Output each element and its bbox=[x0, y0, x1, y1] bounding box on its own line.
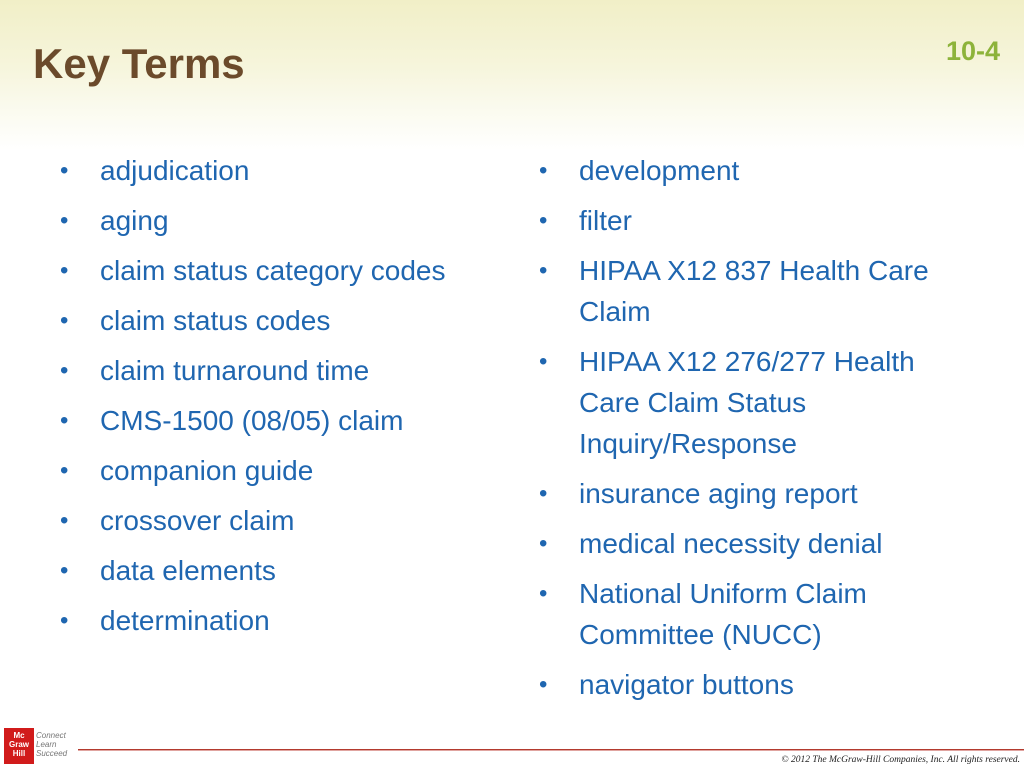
bullet-icon: • bbox=[60, 407, 69, 434]
key-term-text: determination bbox=[100, 605, 270, 636]
key-term-item bbox=[537, 200, 982, 241]
key-term-text: claim status category codes bbox=[100, 255, 446, 286]
key-term-text: insurance aging report bbox=[579, 478, 858, 509]
key-term-text: aging bbox=[100, 205, 169, 236]
footer-divider bbox=[78, 749, 1024, 751]
key-term-item bbox=[537, 573, 982, 655]
key-term-text: HIPAA X12 276/277 Health Care Claim Status Inquiry/Response bbox=[579, 346, 915, 459]
key-term-text: National Uniform Claim Committee (NUCC) bbox=[579, 578, 867, 650]
bullet-icon: • bbox=[539, 157, 548, 184]
key-term-item bbox=[537, 523, 982, 564]
key-term-item bbox=[58, 550, 498, 591]
right-term-list bbox=[537, 150, 982, 714]
key-term-text: companion guide bbox=[100, 455, 314, 486]
key-term-text: filter bbox=[579, 205, 632, 236]
bullet-icon: • bbox=[60, 357, 69, 384]
key-term-item bbox=[58, 350, 498, 391]
bullet-icon: • bbox=[60, 507, 69, 534]
key-term-text: adjudication bbox=[100, 155, 250, 186]
bullet-icon: • bbox=[60, 307, 69, 334]
key-term-item bbox=[58, 200, 498, 241]
key-term-text: data elements bbox=[100, 555, 276, 586]
key-term-item bbox=[58, 600, 498, 641]
key-term-item bbox=[537, 664, 982, 705]
key-term-item bbox=[537, 341, 982, 464]
key-term-item bbox=[58, 250, 498, 291]
key-term-item bbox=[58, 300, 498, 341]
bullet-icon: • bbox=[539, 207, 548, 234]
key-term-text: CMS-1500 (08/05) claim bbox=[100, 405, 404, 436]
key-term-text: development bbox=[579, 155, 740, 186]
key-term-item bbox=[58, 400, 498, 441]
key-term-item bbox=[537, 250, 982, 332]
bullet-icon: • bbox=[60, 457, 69, 484]
bullet-icon: • bbox=[60, 157, 69, 184]
bullet-icon: • bbox=[60, 207, 69, 234]
key-term-text: claim turnaround time bbox=[100, 355, 370, 386]
bullet-icon: • bbox=[60, 257, 69, 284]
bullet-icon: • bbox=[539, 671, 548, 698]
bullet-icon: • bbox=[539, 257, 548, 284]
key-term-text: medical necessity denial bbox=[579, 528, 883, 559]
key-term-item bbox=[58, 450, 498, 491]
key-term-text: navigator buttons bbox=[579, 669, 794, 700]
key-term-item bbox=[58, 150, 498, 191]
key-term-item bbox=[58, 500, 498, 541]
bullet-icon: • bbox=[539, 580, 548, 607]
bullet-icon: • bbox=[539, 348, 548, 375]
footer-tagline: Connect Learn Succeed bbox=[36, 731, 68, 758]
slide-number: 10-4 bbox=[945, 36, 1000, 66]
slide-title: Key Terms bbox=[33, 40, 245, 87]
bullet-icon: • bbox=[60, 557, 69, 584]
key-term-text: claim status codes bbox=[100, 305, 331, 336]
mcgraw-hill-logo: Mc Graw Hill bbox=[4, 728, 34, 764]
key-term-item bbox=[537, 473, 982, 514]
left-term-list bbox=[58, 150, 498, 650]
copyright-notice: © 2012 The McGraw-Hill Companies, Inc. All rights reserved. bbox=[781, 755, 1020, 765]
bullet-icon: • bbox=[539, 530, 548, 557]
key-term-item bbox=[537, 150, 982, 191]
key-term-text: crossover claim bbox=[100, 505, 295, 536]
key-term-text: HIPAA X12 837 Health Care Claim bbox=[579, 255, 929, 327]
bullet-icon: • bbox=[60, 607, 69, 634]
bullet-icon: • bbox=[539, 480, 548, 507]
